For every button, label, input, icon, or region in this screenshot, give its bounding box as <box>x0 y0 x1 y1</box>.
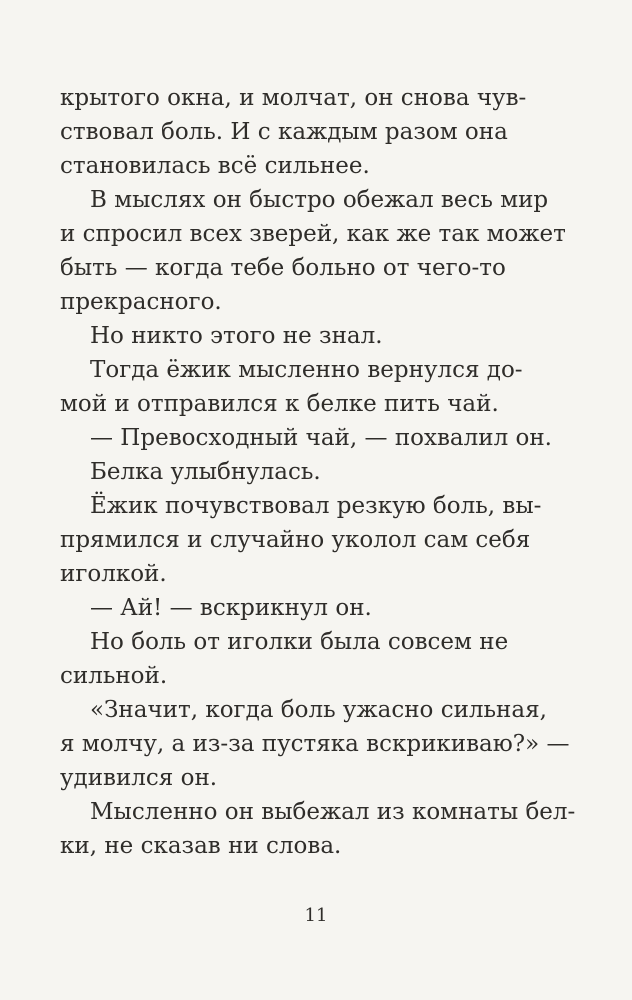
text-line: «Значит, когда боль ужасно сильная, <box>90 697 547 723</box>
text-line: иголкой. <box>60 561 167 587</box>
body-text <box>60 81 576 863</box>
page-number: 11 <box>304 905 328 926</box>
text-line: Белка улыбнулась. <box>90 459 321 485</box>
text-line: удивился он. <box>60 765 218 791</box>
text-line: Мысленно он выбежал из комнаты бел- <box>90 799 576 825</box>
text-line: мой и отправился к белке пить чай. <box>60 391 499 417</box>
text-line: я молчу, а из-за пустяка вскрикиваю?» — <box>60 731 570 757</box>
text-line: Тогда ёжик мысленно вернулся до- <box>90 357 523 383</box>
text-line: Ёжик почувствовал резкую боль, вы- <box>90 493 542 519</box>
text-line: — Ай! — вскрикнул он. <box>90 595 372 621</box>
text-line: становилась всё сильнее. <box>60 153 370 179</box>
text-line: прекрасного. <box>60 289 222 315</box>
text-line: В мыслях он быстро обежал весь мир <box>90 187 549 213</box>
text-line: сильной. <box>60 663 168 689</box>
text-line: и спросил всех зверей, как же так может <box>60 221 566 247</box>
text-line: ки, не сказав ни слова. <box>60 833 342 859</box>
text-line: крытого окна, и молчат, он снова чув- <box>60 85 527 111</box>
text-line: Но никто этого не знал. <box>90 323 383 349</box>
text-line: прямился и случайно уколол сам себя <box>60 527 531 553</box>
text-line: Но боль от иголки была совсем не <box>90 629 509 655</box>
text-line: — Превосходный чай, — похвалил он. <box>90 425 552 451</box>
text-line: быть — когда тебе больно от чего-то <box>60 255 506 281</box>
text-line: ствовал боль. И с каждым разом она <box>60 119 508 145</box>
